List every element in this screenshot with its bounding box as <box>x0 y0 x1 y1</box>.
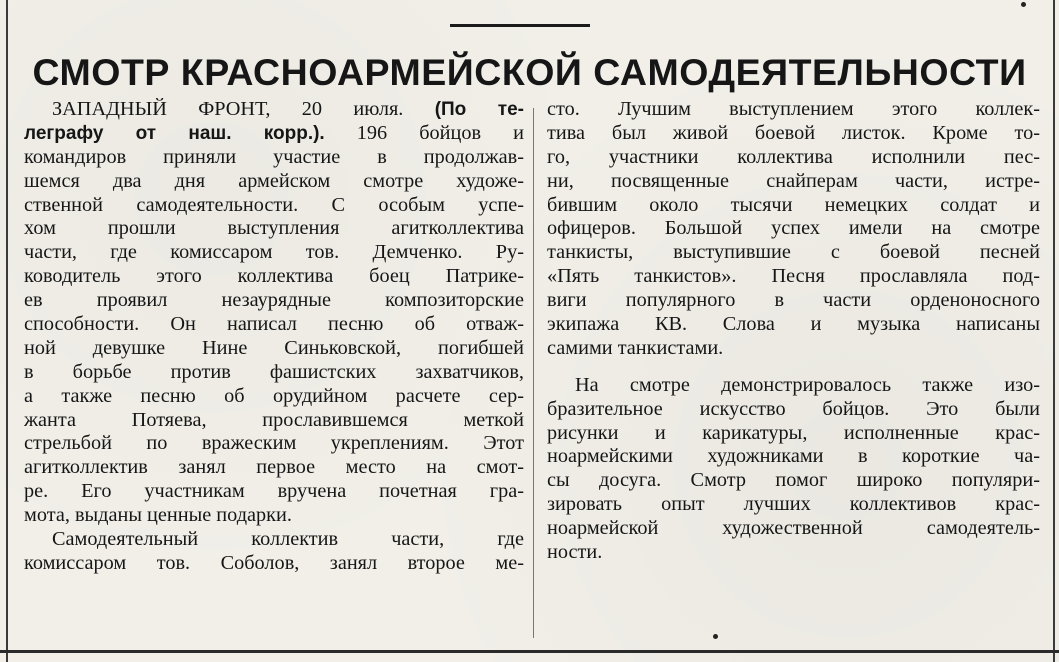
dateline: ЗАПАДНЫЙ ФРОНТ, 20 июля. <box>52 98 404 120</box>
text-line: танкисты, выступившие с боевой песней <box>547 241 1040 264</box>
print-speck <box>713 634 718 639</box>
text-line: сто. Лучшим выступлением этого коллек- <box>547 98 1040 120</box>
text-line: жанта Потяева, прославившемся меткой <box>24 408 524 431</box>
text-line: Самодеятельный коллектив части, где <box>52 528 524 551</box>
paragraph-gap <box>547 361 1040 374</box>
text-line: шемся два дня армейском смотре художе- <box>24 169 524 192</box>
text-line: го, участники коллектива исполнили пес- <box>547 145 1040 168</box>
page-left-border <box>6 0 8 662</box>
text-line: ни, посвященные снайперам части, истре- <box>547 169 1040 192</box>
text-line: На смотре демонстрировалось также изо- <box>575 373 1040 396</box>
text-line: ности. <box>547 541 603 564</box>
page-right-border <box>1053 0 1055 662</box>
left-column <box>24 98 524 576</box>
text-line: бившим около тысячи немецких солдат и <box>547 193 1040 216</box>
top-separator-rule <box>450 24 590 27</box>
dateline-line <box>24 98 524 122</box>
text-line: мота, выданы ценные подарки. <box>24 504 292 527</box>
bottom-rule <box>0 650 1059 653</box>
text-line: рисунки и карикатуры, исполненные крас- <box>547 421 1040 444</box>
text-line: ев проявил незаурядные композиторские <box>24 289 524 312</box>
text-line: тива был живой боевой листок. Кроме то- <box>547 121 1040 144</box>
text-line: зировать опыт лучших коллективов крас- <box>547 493 1040 516</box>
article-headline: СМОТР КРАСНОАРМЕЙСКОЙ САМОДЕЯТЕЛЬНОСТИ <box>32 51 1027 93</box>
text-line: ре. Его участникам вручена почетная гра- <box>24 480 524 503</box>
text-line: ственной самодеятельности. С особым успе- <box>24 193 524 216</box>
text-line: ноармейскими художниками в короткие ча- <box>547 445 1040 468</box>
text-line: а также песню об орудийном расчете сер- <box>24 384 524 407</box>
text-line: «Пять танкистов». Песня прославляла под- <box>547 265 1040 288</box>
text-line: ководитель этого коллектива боец Патрике- <box>24 265 524 288</box>
print-speck <box>1021 2 1026 7</box>
text-line: части, где комиссаром тов. Демченко. Ру- <box>24 241 524 264</box>
text-line: бразительное искусство бойцов. Это были <box>547 397 1040 420</box>
text-line: способности. Он написал песню об отваж- <box>24 313 524 336</box>
text-line: офицеров. Большой успех имели на смотре <box>547 217 1040 240</box>
text-line: виги популярного в части орденоносного <box>547 289 1040 312</box>
text-line: ной девушке Нине Синьковской, погибшей <box>24 336 524 359</box>
text-line: ноармейской художественной самодеятель- <box>547 517 1040 540</box>
text-line: комиссаром тов. Соболов, занял второе ме- <box>24 551 524 574</box>
text-line: агитколлектив занял первое место на смот- <box>24 456 524 479</box>
text-line: командиров приняли участие в продолжав- <box>24 145 524 168</box>
text-line: хом прошли выступления агитколлектива <box>24 217 524 240</box>
text-line: самими танкистами. <box>547 336 724 359</box>
right-column <box>547 98 1040 565</box>
column-divider <box>533 108 534 638</box>
text-line: в борьбе против фашистских захватчиков, <box>24 360 524 383</box>
text-line: леграфу от наш. корр.). 196 бойцов и <box>24 121 524 144</box>
text-line: экипажа КВ. Слова и музыка написаны <box>547 313 1040 336</box>
source-credit: (По те- <box>434 99 524 120</box>
text-line: стрельбой по вражеским укреплениям. Этот <box>24 432 524 455</box>
text-line: сы досуга. Смотр помог широко популяри- <box>547 469 1040 492</box>
